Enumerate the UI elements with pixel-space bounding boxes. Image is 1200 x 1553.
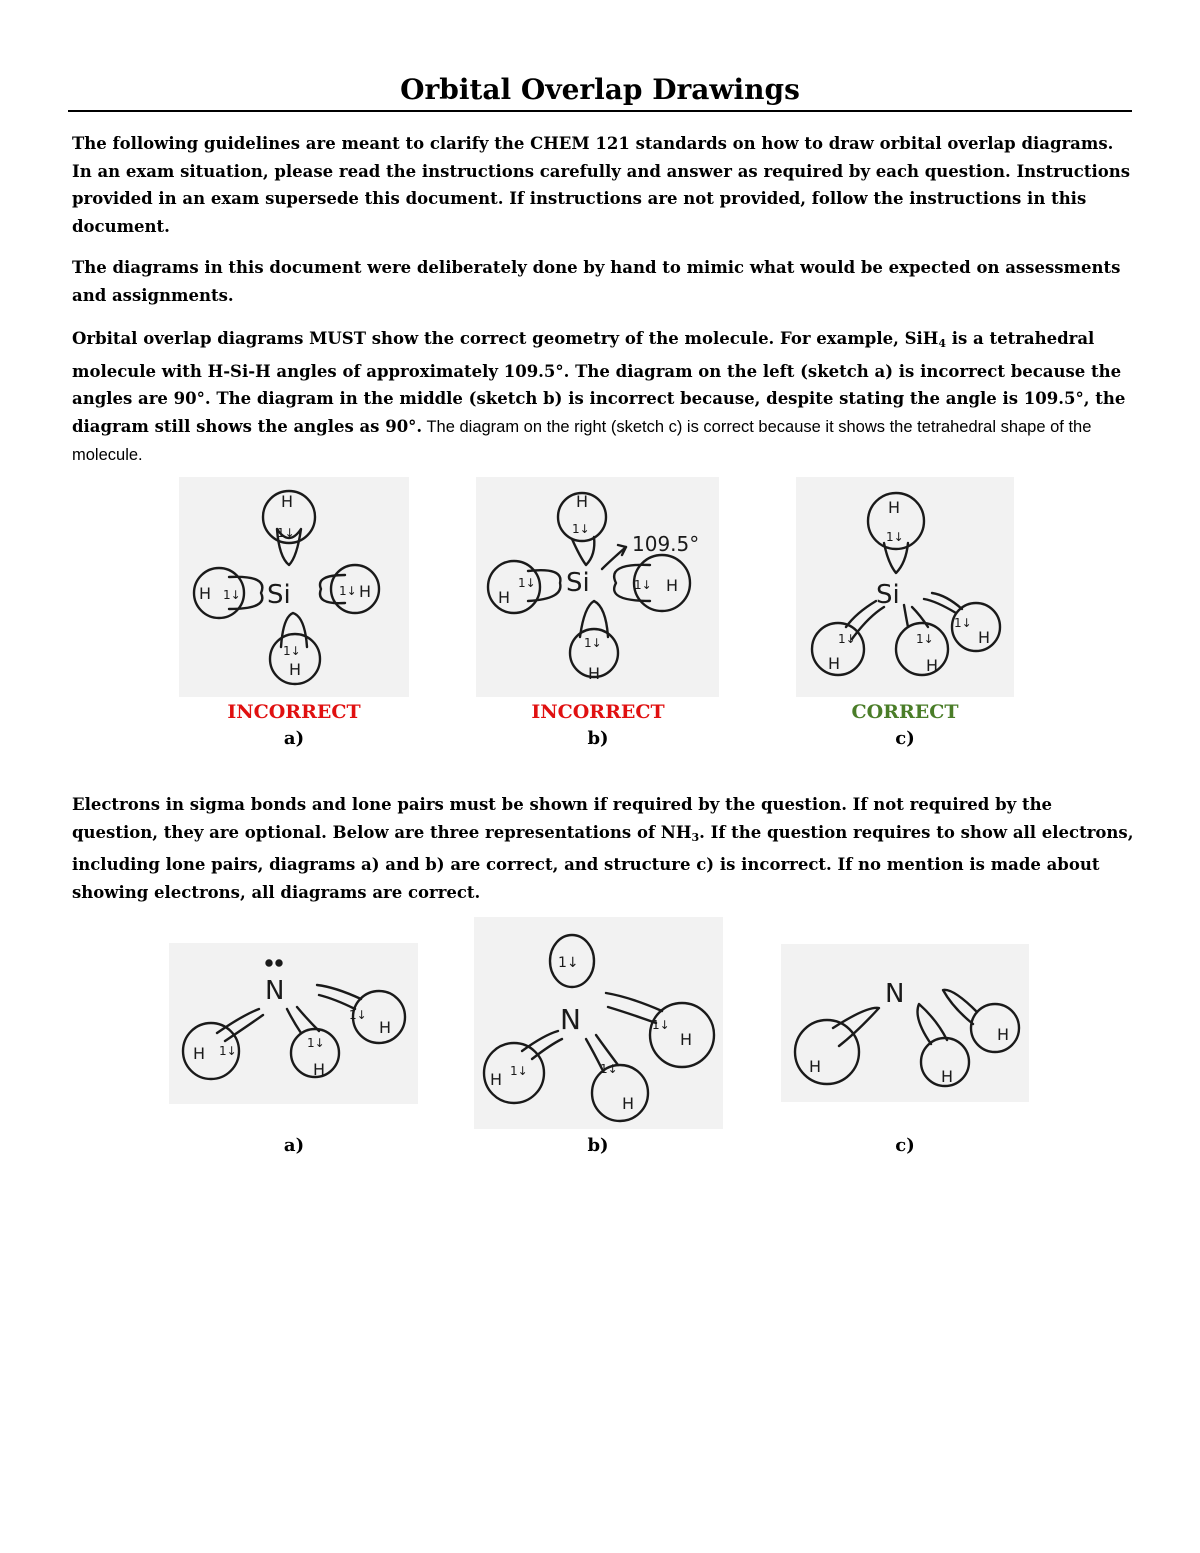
sih4-sketch-c-drawing: [796, 477, 1014, 697]
electron-label: 1↓: [277, 526, 295, 540]
handdrawn-note-paragraph: The diagrams in this document were deliberately done by hand to mimic what would be expected on assessments and assignments.: [72, 258, 1121, 305]
h-label: H: [313, 1060, 326, 1079]
nh3-sketch-b-drawing: [474, 917, 723, 1129]
electrons-subscript: 3: [691, 830, 700, 844]
sih4-sketch-a: [179, 477, 409, 697]
sih4-caption-c: c): [895, 728, 915, 749]
h-label: H: [926, 656, 939, 675]
si-label: Si: [566, 568, 590, 598]
h-label: H: [193, 1044, 206, 1063]
page-title: Orbital Overlap Drawings: [400, 73, 800, 106]
electron-label: 1↓: [886, 530, 904, 544]
electron-label: 1↓: [572, 522, 590, 536]
sketch-b-verdict: INCORRECT: [531, 701, 665, 723]
sih4-caption-a: a): [283, 728, 305, 749]
electron-label: 1↓: [518, 576, 536, 590]
geometry-subscript: 4: [938, 337, 947, 350]
electron-label: 1↓: [283, 644, 301, 658]
electron-label: 1↓: [954, 616, 972, 630]
geometry-text-2: is a tetrahedral molecule with H-Si-H angles of approximately 109.5°. The diagram on the left (sketch a) is incorrect because the angles are 90°. The diagram in the middle (sketch b) is incorrect because, despite stating the angle is 109.5°, the diagram still shows the angles as 90°.: [72, 329, 1126, 436]
sih4-sketch-a-drawing: [179, 477, 409, 697]
h-label: H: [997, 1025, 1010, 1044]
h-label: H: [941, 1067, 954, 1086]
nh3-sketch-c-drawing: [781, 944, 1029, 1102]
si-label: Si: [876, 580, 900, 610]
n-label: N: [885, 979, 905, 1009]
sih4-sketch-b: [476, 477, 719, 697]
sih4-sketch-c: [796, 477, 1014, 697]
nh3-sketch-a: [169, 943, 418, 1104]
nh3-caption-c: c): [895, 1135, 915, 1156]
nh3-caption-a: a): [283, 1135, 305, 1156]
h-label: H: [359, 582, 372, 601]
h-label: H: [828, 654, 841, 673]
h-label: H: [680, 1030, 693, 1049]
nh3-sketch-a-drawing: [169, 943, 418, 1104]
h-label: H: [666, 576, 679, 595]
h-label: H: [588, 664, 601, 683]
electron-label: 1↓: [838, 632, 856, 646]
electron-label: 1↓: [219, 1044, 237, 1058]
electron-label: 1↓: [339, 584, 357, 598]
intro-paragraph: The following guidelines are meant to clarify the CHEM 121 standards on how to draw orbital overlap diagrams. In an exam situation, please read the instructions carefully and answer as required by each question. Instructions provided in an exam supersede this document. If instructions are not provided, follow the instructions in this document.: [72, 134, 1131, 236]
sketch-a-verdict: INCORRECT: [227, 701, 361, 723]
electrons-text-1: Electrons in sigma bonds and lone pairs must be shown if required by the question. If not required by the question, they are optional. Below are three representations of NH: [72, 795, 1053, 842]
h-label: H: [978, 628, 991, 647]
electrons-text-2: . If the question requires to show all electrons, including lone pairs, diagrams a) and b) are correct, and structure c) is incorrect. If no mention is made about showing electrons, all diagrams are correct.: [72, 822, 1134, 902]
h-label: H: [498, 588, 511, 607]
nh3-sketch-c: [781, 944, 1029, 1102]
h-label: H: [809, 1057, 822, 1076]
angle-annotation: 109.5°: [632, 532, 700, 556]
sih4-sketch-b-drawing: [476, 477, 719, 697]
si-label: Si: [267, 580, 291, 610]
h-label: H: [490, 1070, 503, 1089]
nh3-sketch-b: [474, 917, 723, 1129]
h-label: H: [888, 498, 901, 517]
electrons-paragraph: [72, 791, 1134, 906]
electron-label: 1↓: [916, 632, 934, 646]
h-label: H: [379, 1018, 392, 1037]
electron-label: 1↓: [307, 1036, 325, 1050]
title-rule: [68, 110, 1132, 112]
h-label: H: [576, 492, 589, 511]
h-label: H: [622, 1094, 635, 1113]
electron-label: 1↓: [584, 636, 602, 650]
n-label: N: [560, 1003, 581, 1036]
geometry-text-1: Orbital overlap diagrams MUST show the correct geometry of the molecule. For example, SiH: [72, 329, 939, 348]
geometry-text-3: The diagram on the right (sketch c) is correct because it shows the tetrahedral shape of the molecule.: [72, 417, 1092, 464]
nh3-caption-b: b): [587, 1135, 609, 1156]
sketch-c-verdict: CORRECT: [851, 701, 959, 723]
geometry-paragraph: [72, 325, 1134, 470]
electron-label: 1↓: [600, 1062, 618, 1076]
sih4-caption-b: b): [587, 728, 609, 749]
electron-label: 1↓: [634, 578, 652, 592]
electron-label: 1↓: [558, 955, 579, 971]
electron-label: 1↓: [652, 1018, 670, 1032]
h-label: H: [289, 660, 302, 679]
electron-label: 1↓: [349, 1008, 367, 1022]
h-label: H: [281, 492, 294, 511]
n-label: N: [265, 976, 285, 1006]
h-label: H: [199, 584, 212, 603]
electron-label: 1↓: [510, 1064, 528, 1078]
electron-label: 1↓: [223, 588, 241, 602]
